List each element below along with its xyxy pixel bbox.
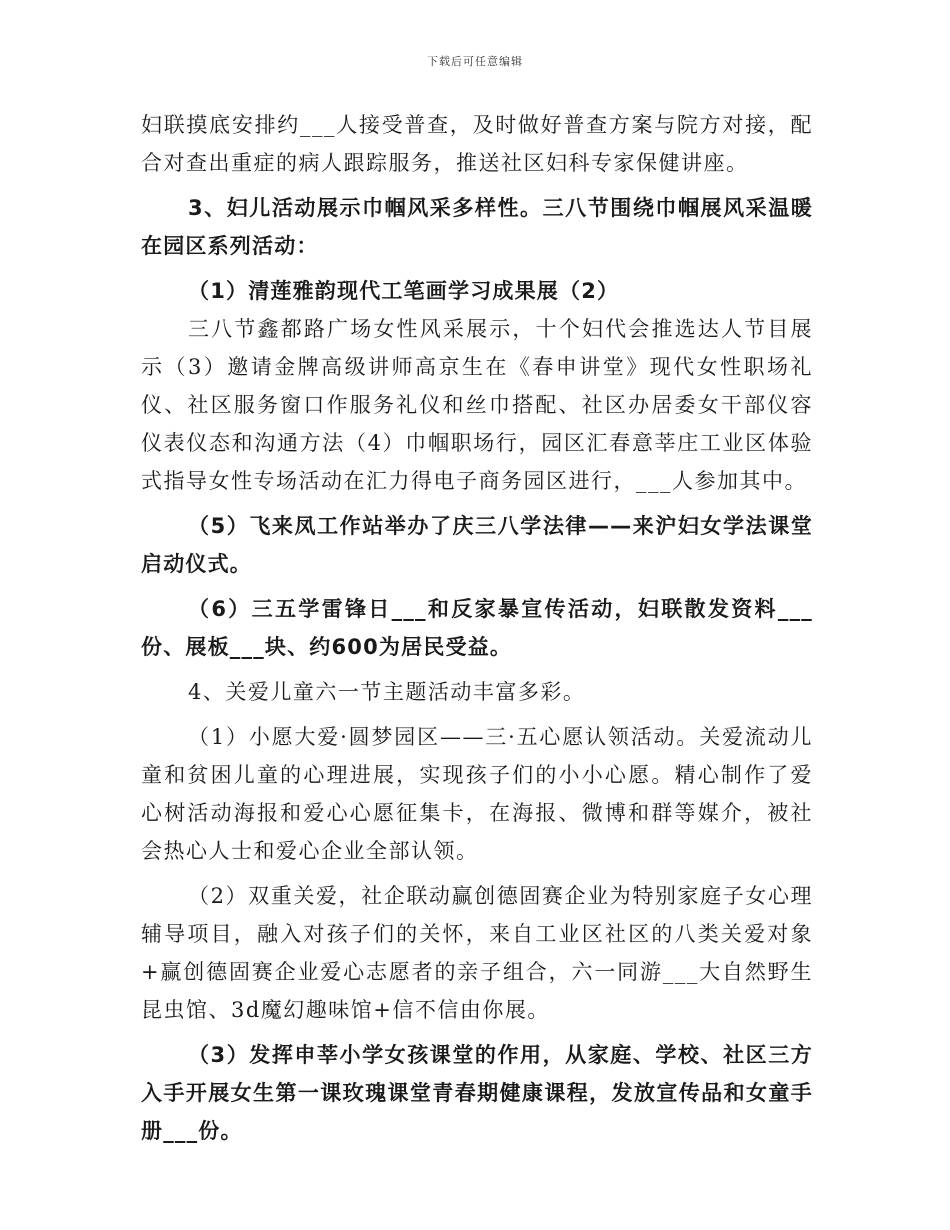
item-1-wish-activity: （1）小愿大爱·圆梦园区——三·五心愿认领活动。关爱流动儿童和贫困儿童的心理进展，实现孩子们的小小心愿。精心制作了爱心树活动海报和爱心心愿征集卡，在海报、微博和群等媒介，被社会热心人士和爱心企业全部认领。	[141, 725, 813, 863]
item-3-girls-class: （3）发挥申莘小学女孩课堂的作用，从家庭、学校、社区三方入手开展女生第一课玫瑰课堂青春期健康课程，发放宣传品和女童手册___份。	[141, 1043, 813, 1143]
document-body	[141, 106, 813, 1150]
paragraph-womens-day-events: 三八节鑫都路广场女性风采展示，十个妇代会推选达人节目展示（3）邀请金牌高级讲师高京生在《春申讲堂》现代女性职场礼仪、社区服务窗口作服务礼仪和丝巾搭配、社区办居委女干部仪容仪表仪态和沟通方法（4）巾帼职场行，园区汇春意莘庄工业区体验式指导女性专场活动在汇力得电子商务园区进行，___人参加其中。	[141, 317, 813, 493]
item-1-heading: （1）清莲雅韵现代工笔画学习成果展（2）	[188, 279, 620, 303]
item-5-law-class: （5）飞来凤工作站举办了庆三八学法律——来沪妇女学法课堂启动仪式。	[141, 514, 813, 576]
page-header: 下载后可任意编辑	[427, 55, 523, 68]
item-6-lei-feng-day: （6）三五学雷锋日___和反家暴宣传活动，妇联散发资料___份、展板___块、约600为居民受益。	[141, 597, 813, 659]
paragraph-screening: 妇联摸底安排约___人接受普查，及时做好普查方案与院方对接，配合对查出重症的病人跟踪服务，推送社区妇科专家保健讲座。	[141, 113, 813, 175]
item-2-dual-care: （2）双重关爱，社企联动赢创德固赛企业为特别家庭子女心理辅导项目，融入对孩子们的关怀，来自工业区社区的八类关爱对象+赢创德固赛企业爱心志愿者的亲子组合，六一同游___大自然野生昆虫馆、3d魔幻趣味馆+信不信由你展。	[141, 884, 813, 1022]
section-heading-3: 3、妇儿活动展示巾帼风采多样性。三八节围绕巾帼展风采温暖在园区系列活动：	[141, 196, 813, 258]
section-heading-4: 4、关爱儿童六一节主题活动丰富多彩。	[188, 680, 586, 704]
